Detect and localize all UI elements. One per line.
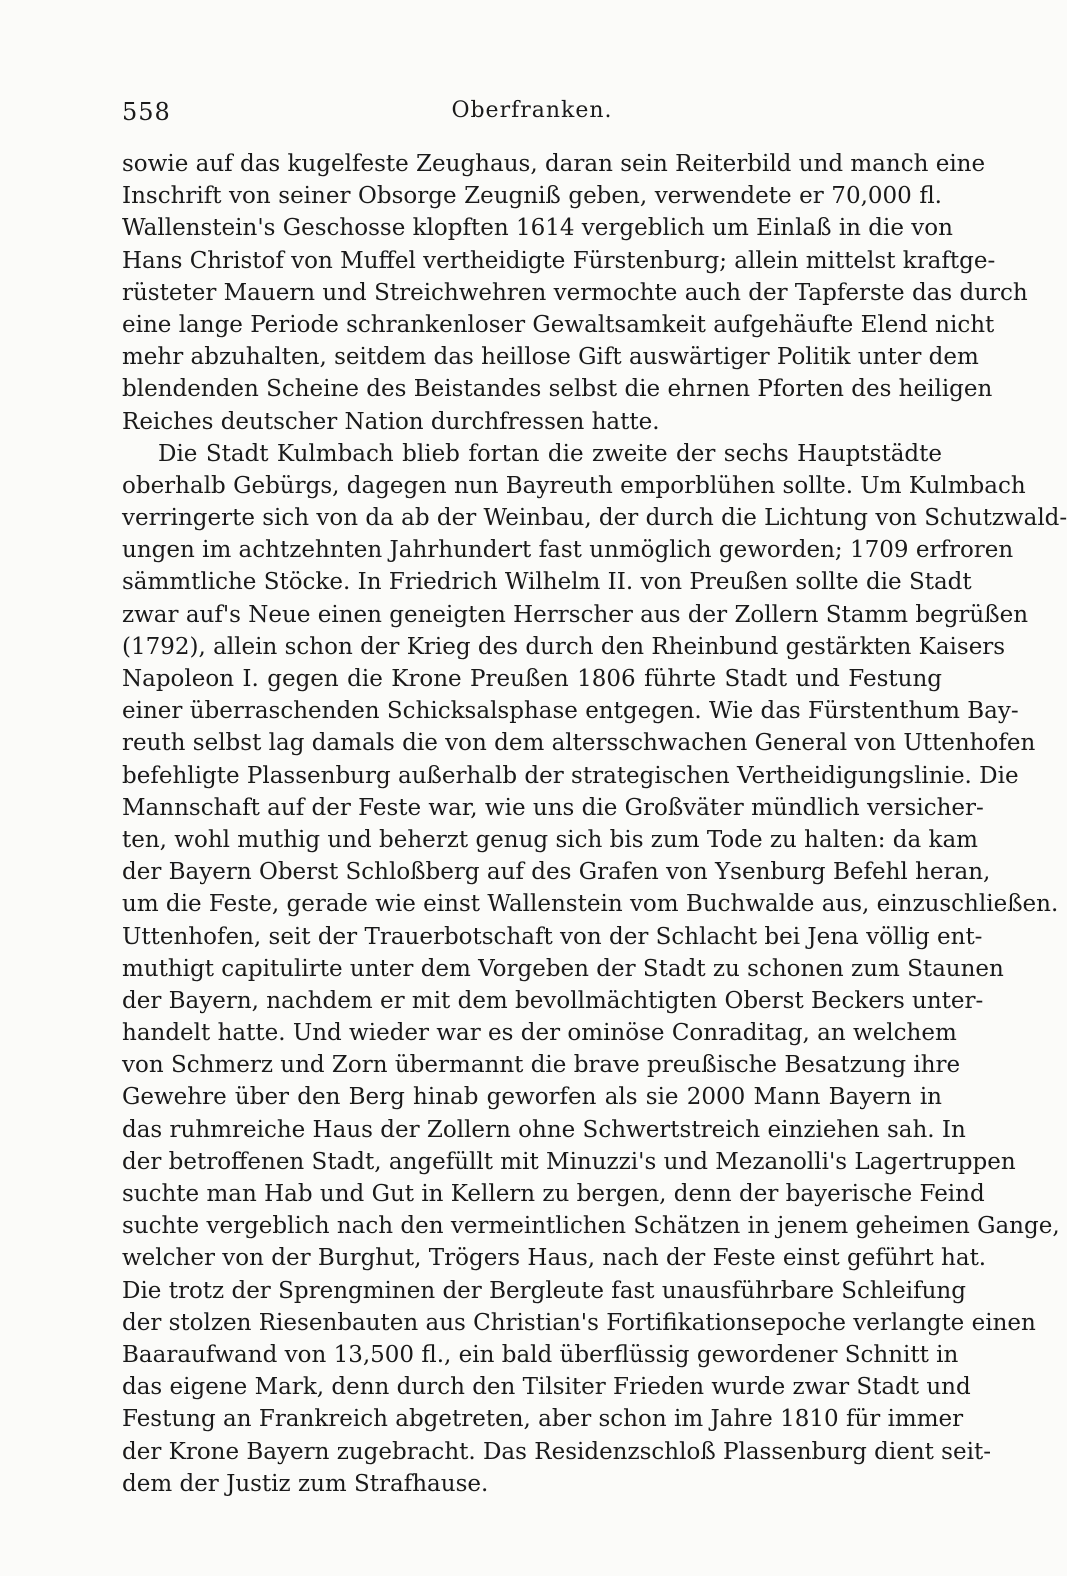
text-line: ungen im achtzehnten Jahrhundert fast unmöglich geworden; 1709 erfroren [122, 537, 1014, 564]
text-line: der betroffenen Stadt, angefüllt mit Minuzzi's und Mezanolli's Lagertruppen [122, 1148, 1016, 1175]
text-line: der Bayern, nachdem er mit dem bevollmächtigten Oberst Beckers unter- [122, 987, 984, 1014]
text-line: der Krone Bayern zugebracht. Das Residenzschloß Plassenburg dient seit- [122, 1438, 991, 1465]
text-line: Hans Christof von Muffel vertheidigte Fürstenburg; allein mittelst kraftge- [122, 247, 996, 274]
text-line: befehligte Plassenburg außerhalb der strategischen Vertheidigungslinie. Die [122, 762, 1019, 789]
text-line: der stolzen Riesenbauten aus Christian's Fortifikationsepoche verlangte einen [122, 1309, 1036, 1336]
text-line: von Schmerz und Zorn übermannt die brave preußische Besatzung ihre [122, 1052, 961, 1079]
text-line: oberhalb Gebürgs, dagegen nun Bayreuth emporblühen sollte. Um Kulmbach [122, 472, 1026, 499]
text-line: Die Stadt Kulmbach blieb fortan die zweite der sechs Hauptstädte [158, 440, 942, 467]
text-line: Die trotz der Sprengminen der Bergleute fast unausführbare Schleifung [122, 1277, 966, 1304]
page-header [122, 98, 942, 132]
text-line: muthigt capitulirte unter dem Vorgeben der Stadt zu schonen zum Staunen [122, 955, 1004, 982]
text-line: Reiches deutscher Nation durchfressen hatte. [122, 408, 660, 435]
text-line: sowie auf das kugelfeste Zeughaus, daran sein Reiterbild und manch eine [122, 151, 986, 177]
text-line: einer überraschenden Schicksalsphase entgegen. Wie das Fürstenthum Bay- [122, 698, 1019, 725]
text-line: das eigene Mark, denn durch den Tilsiter Frieden wurde zwar Stadt und [122, 1374, 971, 1401]
text-line: welcher von der Burghut, Trögers Haus, nach der Feste einst geführt hat. [122, 1245, 987, 1272]
page-number: 558 [122, 98, 171, 126]
text-line: Gewehre über den Berg hinab geworfen als sie 2000 Mann Bayern in [122, 1084, 942, 1111]
text-line: eine lange Periode schrankenloser Gewaltsamkeit aufgehäufte Elend nicht [122, 311, 995, 338]
text-line: handelt hatte. Und wieder war es der ominöse Conraditag, an welchem [122, 1020, 957, 1047]
text-line: um die Feste, gerade wie einst Wallenstein vom Buchwalde aus, einzuschließen. [122, 891, 1059, 918]
text-line: Baaraufwand von 13,500 fl., ein bald überflüssig gewordener Schnitt in [122, 1341, 959, 1368]
text-line: sämmtliche Stöcke. In Friedrich Wilhelm II. von Preußen sollte die Stadt [122, 569, 972, 596]
text-line: Napoleon I. gegen die Krone Preußen 1806 führte Stadt und Festung [122, 666, 942, 692]
text-line: Wallenstein's Geschosse klopften 1614 vergeblich um Einlaß in die von [122, 215, 953, 242]
running-title: Oberfranken. [451, 98, 613, 123]
text-line: verringerte sich von da ab der Weinbau, der durch die Lichtung von Schutzwald- [122, 505, 1067, 532]
text-line: Festung an Frankreich abgetreten, aber schon im Jahre 1810 für immer [122, 1406, 964, 1433]
text-line: Uttenhofen, seit der Trauerbotschaft von der Schlacht bei Jena völlig ent- [122, 923, 983, 950]
text-line: suchte man Hab und Gut in Kellern zu bergen, denn der bayerische Feind [122, 1181, 985, 1207]
text-line: suchte vergeblich nach den vermeintlichen Schätzen in jenem geheimen Gange, [122, 1213, 1060, 1240]
text-line: rüsteter Mauern und Streichwehren vermochte auch der Tapferste das durch [122, 279, 1028, 306]
text-line: reuth selbst lag damals die von dem altersschwachen General von Uttenhofen [122, 730, 1036, 757]
text-line: blendenden Scheine des Beistandes selbst die ehrnen Pforten des heiligen [122, 376, 993, 403]
body-text [122, 148, 1067, 1500]
text-line: der Bayern Oberst Schloßberg auf des Grafen von Ysenburg Befehl heran, [122, 859, 991, 886]
text-line: Inschrift von seiner Obsorge Zeugniß geben, verwendete er 70,000 fl. [122, 183, 942, 210]
text-line: Mannschaft auf der Feste war, wie uns die Großväter mündlich versicher- [122, 794, 984, 821]
text-line: mehr abzuhalten, seitdem das heillose Gift auswärtiger Politik unter dem [122, 344, 979, 371]
text-line: zwar auf's Neue einen geneigten Herrscher aus der Zollern Stamm begrüßen [122, 601, 1029, 628]
text-line: (1792), allein schon der Krieg des durch den Rheinbund gestärkten Kaisers [122, 633, 1006, 660]
text-line: dem der Justiz zum Strafhause. [122, 1470, 489, 1497]
text-line: ten, wohl muthig und beherzt genug sich bis zum Tode zu halten: da kam [122, 826, 978, 853]
text-line: das ruhmreiche Haus der Zollern ohne Schwertstreich einziehen sah. In [122, 1116, 966, 1143]
